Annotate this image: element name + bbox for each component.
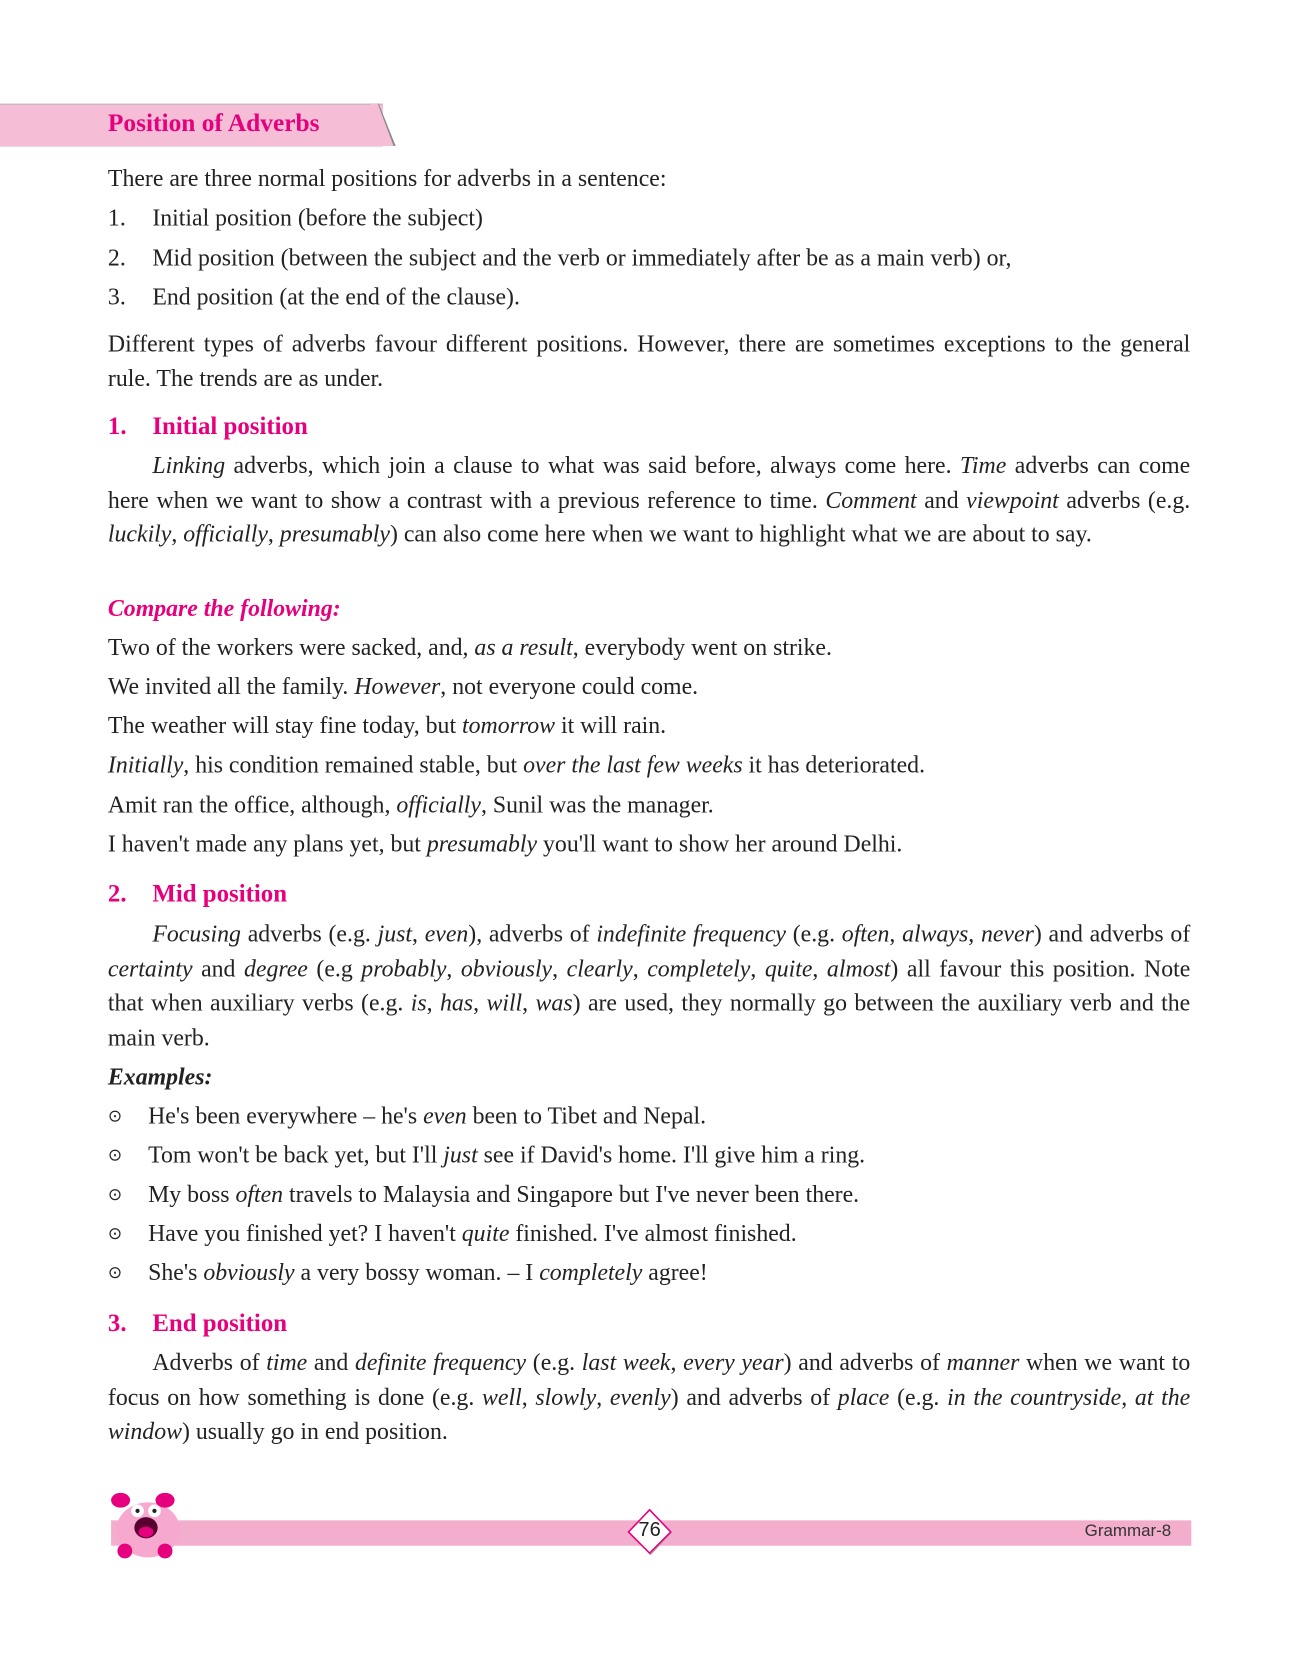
italic-term: place — [837, 1383, 890, 1410]
example-sentence — [108, 788, 1190, 822]
text-segment: The weather will stay fine today, but — [107, 712, 463, 739]
italic-term: will — [486, 989, 523, 1016]
position-item — [108, 280, 520, 314]
heading-end-position — [108, 1307, 1190, 1341]
text-segment: when we want to focus on how something is done (e.g. — [107, 1348, 1191, 1410]
heading-initial-position — [108, 409, 1190, 443]
italic-term: Initially — [107, 751, 184, 778]
text-segment: been to Tibet and Nepal. — [466, 1102, 707, 1129]
example-sentence — [108, 709, 1190, 743]
example-text — [148, 1102, 706, 1128]
text-segment: it will rain. — [555, 712, 667, 739]
text-segment: , — [968, 920, 981, 947]
text-segment: , — [267, 520, 280, 547]
text-segment: ) and adverbs of — [1033, 920, 1191, 947]
text-segment: , — [596, 1383, 610, 1410]
text-segment: , — [1121, 1383, 1135, 1410]
example-sentence — [108, 748, 1190, 782]
italic-term: officially — [396, 791, 481, 818]
text-segment: and — [916, 486, 967, 513]
example-text — [148, 1181, 859, 1207]
item-text: Initial position (before the subject) — [152, 204, 483, 231]
item-number: 3. — [107, 283, 126, 310]
italic-term: even — [424, 920, 469, 947]
italic-term: often — [841, 920, 890, 947]
italic-term: every year — [683, 1348, 784, 1376]
bullet-icon: ⊙ — [107, 1264, 123, 1283]
bullet-icon: ⊙ — [107, 1146, 123, 1165]
italic-term: indefinite frequency — [596, 920, 786, 947]
italic-term: presumably — [279, 520, 390, 547]
example-bullet — [108, 1178, 859, 1213]
italic-term: Time — [960, 451, 1007, 479]
italic-term: probably — [361, 954, 447, 982]
text-segment: , — [426, 989, 440, 1016]
text-segment: ) and adverbs of — [783, 1348, 947, 1376]
examples-label: Examples: — [107, 1063, 213, 1090]
text-segment: Two of the workers were sacked, and, — [107, 633, 475, 661]
text-segment: adverbs (e.g. — [240, 920, 378, 947]
italic-term: completely — [647, 954, 751, 982]
heading-text: End position — [152, 1309, 288, 1338]
text-segment: and — [192, 954, 244, 982]
item-number: 1. — [107, 204, 126, 231]
italic-term: quite — [461, 1219, 510, 1247]
text-segment: , Sunil was the manager. — [480, 791, 714, 818]
text-segment: (e.g. — [526, 1348, 582, 1376]
heading-number: 2. — [107, 880, 127, 908]
example-bullet — [108, 1138, 865, 1173]
title-band-edge — [370, 103, 402, 147]
text-segment: , not everyone could come. — [440, 672, 699, 700]
text-segment: adverbs, which join a clause to what was said before, always come here. — [225, 451, 961, 479]
text-segment: adverbs can come here when we want to show a contrast with a previous reference to time. — [107, 451, 1191, 513]
text-segment: and — [307, 1348, 356, 1376]
heading-text: Initial position — [152, 412, 308, 441]
text-segment: , his condition remained stable, but — [183, 751, 524, 778]
italic-term: degree — [243, 954, 308, 982]
text-segment: Have you finished yet? I haven't — [148, 1219, 462, 1247]
position-item — [108, 201, 483, 235]
text-segment: She's — [148, 1259, 204, 1286]
monster-mascot-icon — [106, 1490, 191, 1560]
section-title: Position of Adverbs — [107, 110, 320, 138]
italic-term: almost — [826, 954, 891, 982]
heading-number: 1. — [107, 412, 127, 441]
item-text: Mid position (between the subject and the verb or immediately after be as a main verb) or, — [152, 244, 1012, 271]
italic-term: always — [902, 920, 969, 947]
text-segment: , everybody went on strike. — [572, 633, 832, 661]
italic-term: Focusing — [152, 920, 241, 947]
italic-term: officially — [183, 520, 268, 547]
text-segment: We invited all the family. — [107, 672, 355, 700]
italic-term: Linking — [152, 451, 226, 479]
text-segment: (e.g. — [889, 1383, 948, 1410]
text-segment: Tom won't be back yet, but I'll — [148, 1141, 444, 1169]
italic-term: last week — [581, 1348, 671, 1376]
italic-term: at the window — [107, 1383, 1191, 1445]
italic-term: evenly — [609, 1383, 671, 1410]
italic-term: just — [377, 920, 412, 947]
text-segment: , — [522, 989, 536, 1016]
example-bullet — [108, 1217, 797, 1252]
end-position-paragraph — [108, 1346, 1190, 1449]
example-text — [148, 1259, 708, 1285]
text-segment: , — [632, 954, 648, 982]
example-bullet — [108, 1256, 708, 1291]
italic-term: was — [535, 989, 573, 1016]
italic-term: tomorrow — [462, 712, 556, 739]
text-segment: ), adverbs of — [468, 920, 597, 947]
text-segment: adverbs (e.g. — [1058, 486, 1191, 513]
text-segment: ) and adverbs of — [670, 1383, 838, 1410]
example-text — [148, 1220, 797, 1246]
text-segment: , — [171, 520, 184, 547]
text-segment: , — [750, 954, 765, 982]
text-segment: Amit ran the office, although, — [107, 791, 397, 818]
italic-term: is — [410, 989, 427, 1016]
italic-term: quite — [764, 954, 813, 982]
heading-mid-position — [108, 877, 1190, 911]
text-segment: , — [670, 1348, 684, 1376]
italic-term: definite frequency — [355, 1348, 527, 1376]
italic-term: well — [482, 1383, 522, 1410]
initial-position-paragraph — [108, 449, 1190, 552]
italic-term: obviously — [203, 1259, 295, 1286]
italic-term: completely — [539, 1259, 643, 1286]
text-segment: , — [473, 989, 487, 1016]
italic-term: clearly — [566, 954, 633, 982]
trends-paragraph: Different types of adverbs favour different positions. However, there are sometimes exceptions to the general rule. The trends are as under. — [107, 330, 1191, 391]
text-segment: , — [889, 920, 903, 947]
example-sentence — [108, 631, 1190, 665]
italic-term: presumably — [426, 830, 538, 857]
italic-term: in the countryside — [947, 1383, 1122, 1410]
italic-term: Comment — [825, 486, 917, 513]
bullet-icon: ⊙ — [107, 1107, 123, 1126]
example-sentence — [108, 827, 1190, 861]
example-text — [148, 1142, 865, 1168]
text-segment: ) usually go in end position. — [182, 1417, 448, 1445]
text-segment: , — [521, 1383, 536, 1410]
bullet-icon: ⊙ — [107, 1186, 123, 1205]
mid-position-paragraph — [108, 917, 1190, 1055]
text-segment: , — [411, 920, 425, 947]
item-number: 2. — [107, 244, 126, 271]
text-segment: (e.g. — [785, 920, 842, 947]
italic-term: often — [235, 1180, 284, 1208]
text-segment: a very bossy woman. – I — [294, 1259, 540, 1286]
italic-term: luckily — [107, 520, 172, 547]
text-segment: travels to Malaysia and Singapore but I've never been there. — [283, 1180, 860, 1208]
text-segment: ) all favour this position. Note that when auxiliary verbs (e.g. — [107, 954, 1191, 1016]
text-segment: I haven't made any plans yet, but — [107, 830, 427, 857]
example-bullet — [108, 1099, 706, 1134]
italic-term: just — [443, 1141, 478, 1169]
text-segment: He's been everywhere – he's — [148, 1102, 424, 1129]
italic-term: never — [980, 920, 1034, 947]
text-segment: , — [446, 954, 461, 982]
text-segment: you'll want to show her around Delhi. — [537, 830, 903, 857]
italic-term: slowly — [535, 1383, 597, 1410]
italic-term: manner — [946, 1348, 1020, 1376]
bullet-icon: ⊙ — [107, 1225, 123, 1244]
text-segment: agree! — [642, 1259, 708, 1286]
intro-text: There are three normal positions for adverbs in a sentence: — [107, 165, 667, 192]
heading-text: Mid position — [152, 880, 288, 908]
text-segment: it has deteriorated. — [742, 751, 926, 778]
italic-term: However — [354, 672, 441, 700]
text-segment: Adverbs of — [152, 1348, 267, 1376]
text-segment: finished. I've almost finished. — [509, 1219, 797, 1247]
italic-term: has — [439, 989, 474, 1016]
example-sentence — [108, 670, 1190, 704]
italic-term: viewpoint — [966, 486, 1059, 513]
heading-number: 3. — [107, 1309, 127, 1338]
text-segment: see if David's home. I'll give him a ring. — [477, 1141, 866, 1169]
italic-term: even — [423, 1102, 467, 1129]
italic-term: over the last few weeks — [523, 751, 743, 778]
text-segment: My boss — [148, 1180, 236, 1208]
item-text: End position (at the end of the clause). — [152, 283, 520, 310]
italic-term: time — [266, 1348, 308, 1376]
text-segment: (e.g — [307, 954, 362, 982]
italic-term: certainty — [107, 954, 193, 982]
book-title: Grammar-8 — [1084, 1522, 1172, 1541]
page-number: 76 — [638, 1519, 661, 1542]
position-item — [108, 241, 1011, 275]
italic-term: as a result — [474, 633, 573, 661]
compare-label: Compare the following: — [107, 594, 341, 622]
text-segment: ) are used, they normally go between the auxiliary verb and the main verb. — [107, 989, 1191, 1051]
italic-term: obviously — [460, 954, 553, 982]
text-segment: ) can also come here when we want to highlight what we are about to say. — [389, 520, 1092, 547]
text-segment: , — [812, 954, 827, 982]
text-segment: , — [552, 954, 567, 982]
